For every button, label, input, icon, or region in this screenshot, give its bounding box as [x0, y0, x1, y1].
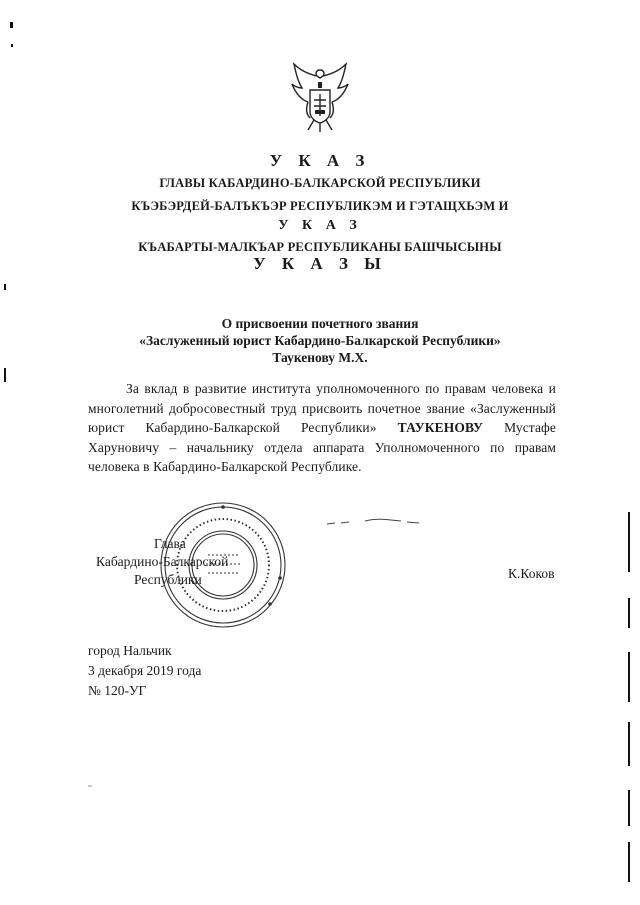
coat-of-arms-emblem	[288, 60, 352, 138]
handwritten-signature	[325, 515, 425, 527]
decree-footer	[88, 641, 201, 701]
signatory-position-line1: Глава	[154, 536, 186, 551]
authority-krc: КЪАБАРТЫ-МАЛКЪАР РЕСПУБЛИКАНЫ БАШЧЫСЫНЫ	[138, 240, 502, 254]
scan-mark	[628, 722, 630, 766]
scan-mark	[11, 44, 13, 47]
decree-body	[88, 379, 556, 477]
scan-corner-mark: ▫▫	[88, 784, 93, 790]
authority-ru: ГЛАВЫ КАБАРДИНО-БАЛКАРСКОЙ РЕСПУБЛИКИ	[159, 176, 481, 190]
scan-mark	[4, 368, 6, 382]
scan-mark	[628, 652, 630, 702]
decree-title-line2: «Заслуженный юрист Кабардино-Балкарской Республики»	[139, 333, 501, 348]
scan-mark	[10, 22, 13, 28]
scan-mark	[628, 842, 630, 882]
body-text-before: За вклад в развитие института уполномоченного по правам человека и многолетний добросовестный труд присвоить почетное звание «Заслуженный юрист Кабардино-Балкарской Республики»	[88, 381, 556, 435]
decree-heading-krc: У К А З Ы	[253, 254, 387, 273]
decree-title-line1: О присвоении почетного звания	[221, 316, 419, 331]
decree-number: № 120-УГ	[88, 683, 147, 698]
scan-mark	[628, 790, 630, 826]
signatory-name: К.Коков	[508, 566, 555, 581]
issue-date: 3 декабря 2019 года	[88, 663, 202, 678]
scan-mark	[628, 512, 630, 572]
body-text-after: Мустафе Харуновичу – начальнику отдела аппарата Уполномоченного по правам человека в Кабардино-Балкарской Республике.	[88, 420, 556, 474]
issue-city: город Нальчик	[88, 643, 172, 658]
awardee-surname: ТАУКЕНОВУ	[397, 420, 483, 435]
signatory-position	[96, 535, 228, 589]
decree-heading-kbd: У К А З	[278, 218, 362, 233]
decree-heading-ru: У К А З	[269, 151, 371, 170]
authority-kbd: КЪЭБЭРДЕЙ-БАЛЪКЪЭР РЕСПУБЛИКЭМ И ГЭТАЩХЬЭМ И	[131, 199, 509, 213]
scan-mark	[628, 598, 630, 628]
signatory-position-line2: Кабардино-Балкарской	[96, 554, 229, 569]
signatory-position-line3: Республики	[134, 572, 202, 587]
scan-mark	[4, 284, 6, 290]
decree-title-line3: Таукенову М.Х.	[272, 350, 368, 365]
